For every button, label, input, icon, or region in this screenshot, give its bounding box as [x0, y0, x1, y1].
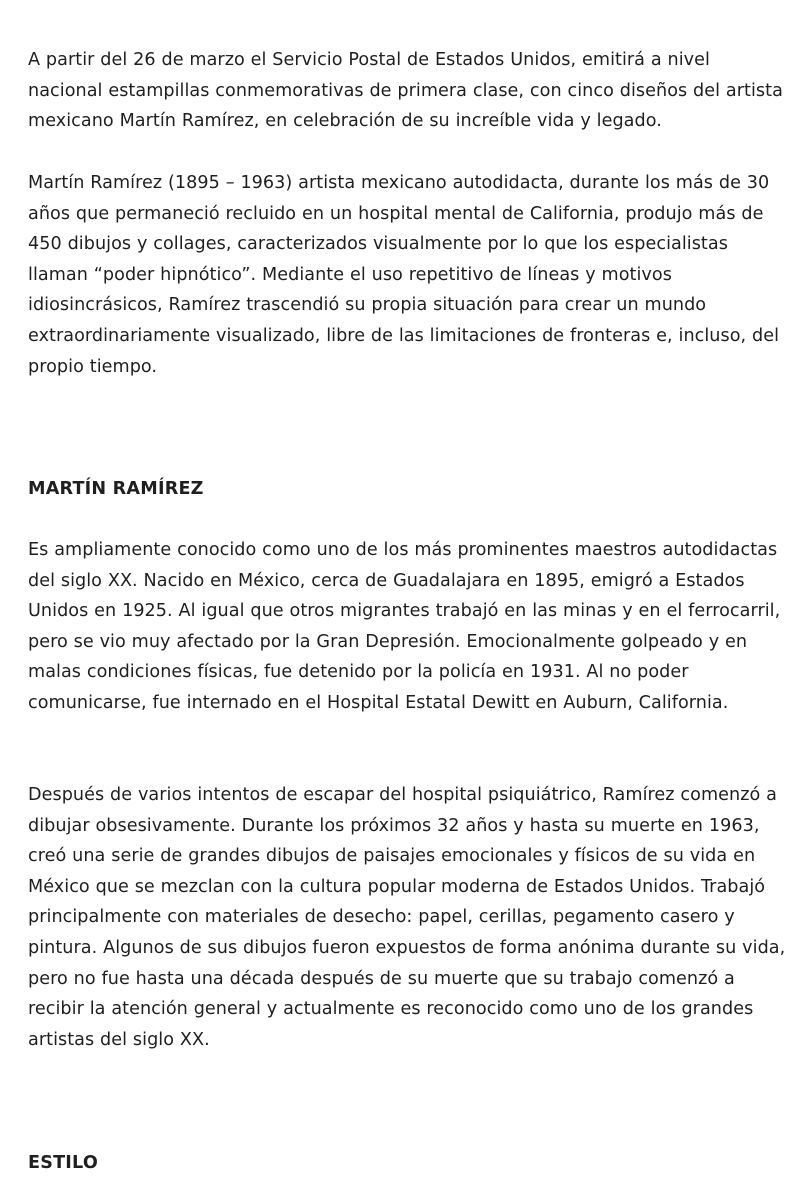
intro-paragraph: A partir del 26 de marzo el Servicio Postal de Estados Unidos, emitirá a nivel nacional estampillas conmemorativas de primera clase, con cinco diseños del artista mexicano Martín Ramírez, en celebración de su increíble vida y legado.: [28, 50, 783, 132]
early-life-paragraph: Es ampliamente conocido como uno de los más prominentes maestros autodidactas del siglo XX. Nacido en México, cerca de Guadalajara en 1895, emigró a Estados Unidos en 1925. Al igual que otros migrantes trabajó en las minas y en el ferrocarril, pero se vio muy afectado por la Gran Depresión. Emocionalmente golpeado y en malas condiciones físicas, fue detenido por la policía en 1931. Al no poder comunicarse, fue internado en el Hospital Estatal Dewitt en Auburn, California.: [28, 540, 781, 713]
art-career-paragraph: Después de varios intentos de escapar del hospital psiquiátrico, Ramírez comenzó a dibujar obsesivamente. Durante los próximos 32 años y hasta su muerte en 1963, creó una serie de grandes dibujos de paisajes emocionales y físicos de su vida en México que se mezclan con la cultura popular moderna de Estados Unidos. Trabajó principalmente con materiales de desecho: papel, cerillas, pegamento casero y pintura. Algunos de sus dibujos fueron expuestos de forma anónima durante su vida, pero no fue hasta una década después de su muerte que su trabajo comenzó a recibir la atención general y actualmente es reconocido como uno de los grandes artistas del siglo XX.: [28, 785, 786, 1050]
section-heading-martin-ramirez: MARTÍN RAMÍREZ: [28, 479, 204, 499]
section-heading-estilo: ESTILO: [28, 1153, 98, 1173]
biography-summary-paragraph: Martín Ramírez (1895 – 1963) artista mexicano autodidacta, durante los más de 30 años que permaneció recluido en un hospital mental de California, produjo más de 450 dibujos y collages, caracterizados visualmente por lo que los especialistas llaman “poder hipnótico”. Mediante el uso repetitivo de líneas y motivos idiosincrásicos, Ramírez trascendió su propia situación para crear un mundo extraordinariamente visualizado, libre de las limitaciones de fronteras e, incluso, del propio tiempo.: [28, 173, 780, 377]
